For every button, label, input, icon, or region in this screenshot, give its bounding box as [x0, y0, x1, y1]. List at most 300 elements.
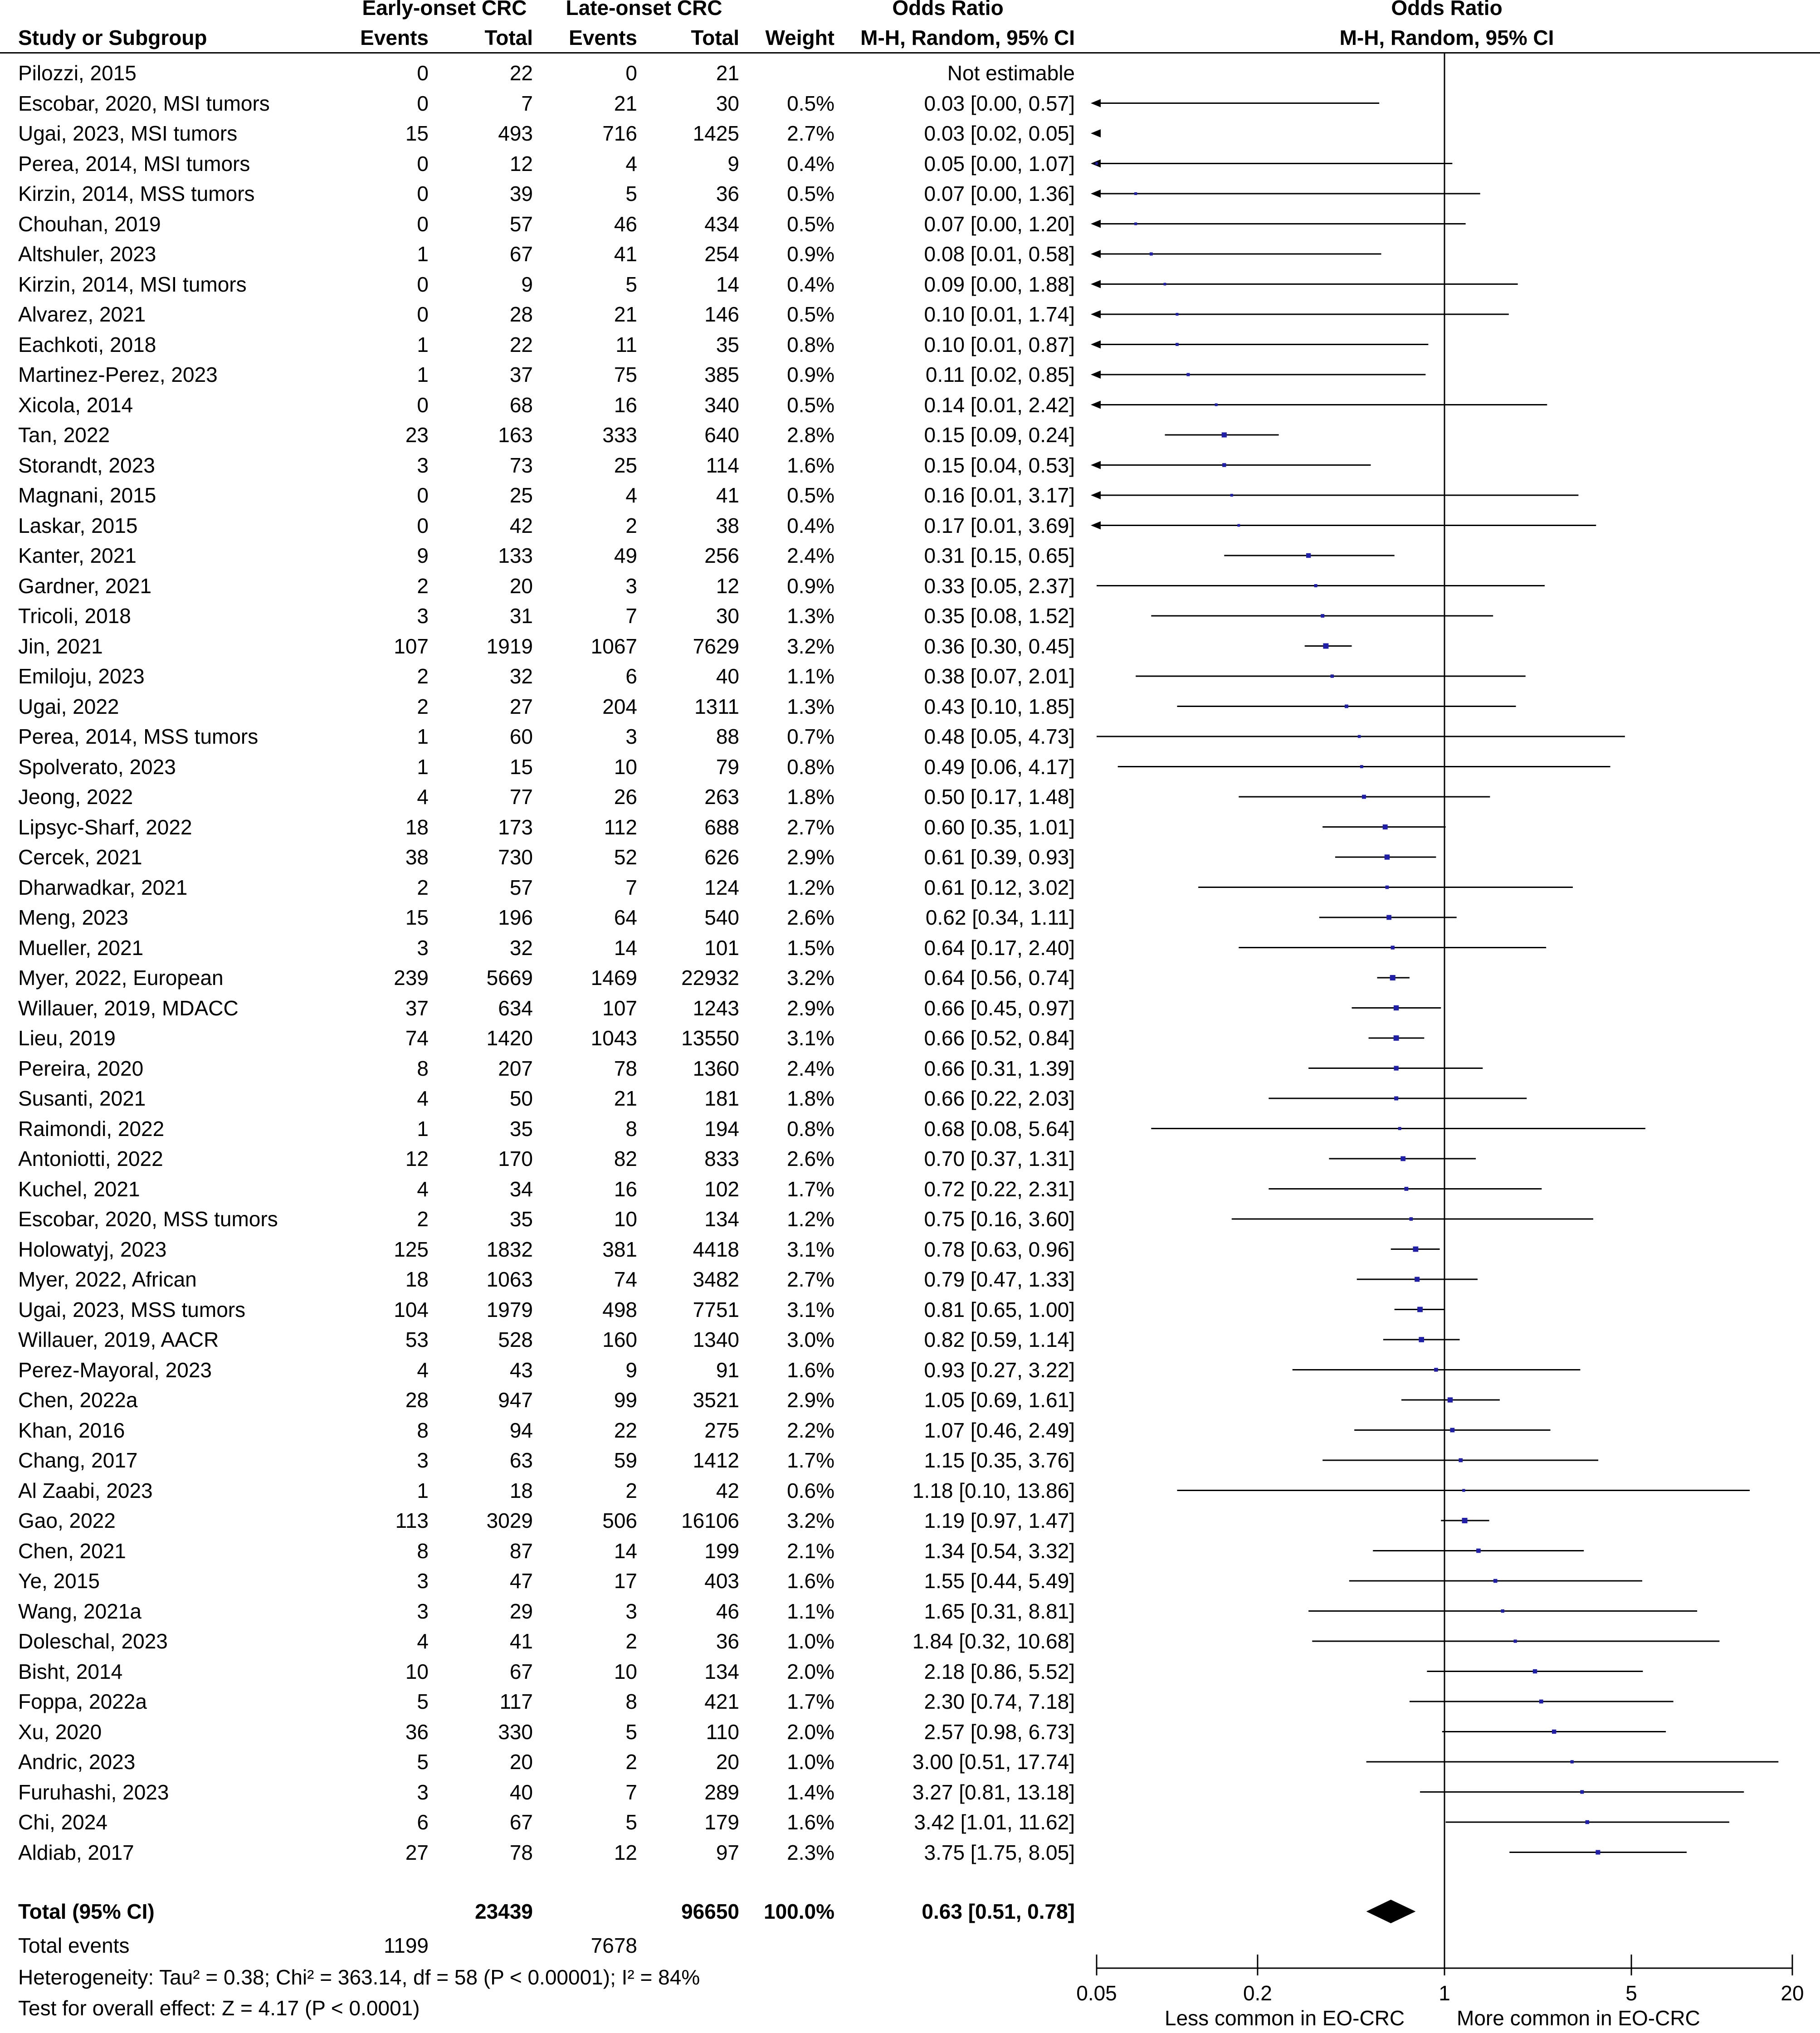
- weight: 2.9%: [787, 1388, 834, 1412]
- events2: 3: [625, 725, 637, 748]
- favours-right-label: More common in EO-CRC: [1457, 2006, 1700, 2030]
- col-study-header: Study or Subgroup: [18, 26, 207, 49]
- events1: 74: [405, 1026, 429, 1050]
- total1: 87: [509, 1539, 533, 1563]
- total2: 146: [704, 302, 739, 326]
- or-ci: 1.34 [0.54, 3.32]: [924, 1539, 1075, 1563]
- or-ci: 1.55 [0.44, 5.49]: [924, 1569, 1075, 1593]
- events1: 6: [417, 1810, 429, 1834]
- events1: 2: [417, 875, 429, 899]
- ci-clip-arrow: [1091, 280, 1101, 288]
- x-tick-label: 20: [1781, 1981, 1804, 2005]
- total-t1: 23439: [475, 1900, 533, 1923]
- weight: 1.6%: [787, 1358, 834, 1382]
- or-ci: 0.61 [0.12, 3.02]: [924, 875, 1075, 899]
- or-ci: 0.11 [0.02, 0.85]: [925, 363, 1075, 386]
- study-marker: [1394, 1066, 1398, 1070]
- events1: 4: [417, 1177, 429, 1201]
- total2: 38: [716, 513, 739, 537]
- or-header: Odds Ratio: [892, 0, 1004, 20]
- events2: 52: [614, 845, 637, 869]
- study-name: Laskar, 2015: [18, 513, 138, 537]
- total2: 289: [704, 1780, 739, 1804]
- total2: 114: [706, 453, 739, 477]
- total1: 196: [498, 906, 533, 929]
- events2: 381: [602, 1237, 637, 1261]
- events2: 9: [625, 1358, 637, 1382]
- events1: 15: [405, 906, 429, 929]
- total1: 5669: [486, 966, 533, 990]
- events1: 0: [417, 182, 429, 205]
- ci-clip-arrow: [1091, 341, 1101, 349]
- events1: 1: [417, 242, 429, 266]
- weight: 2.0%: [787, 1659, 834, 1683]
- events1: 113: [395, 1509, 429, 1532]
- or-ci: 0.66 [0.45, 0.97]: [924, 996, 1075, 1020]
- total1: 40: [509, 1780, 533, 1804]
- study-name: Magnani, 2015: [18, 483, 156, 507]
- ci-clip-arrow: [1091, 220, 1101, 228]
- events2: 112: [604, 815, 637, 839]
- study-name: Wang, 2021a: [18, 1599, 142, 1623]
- total1: 22: [509, 61, 533, 85]
- total2: 688: [704, 815, 739, 839]
- ci-clip-arrow: [1091, 250, 1101, 258]
- study-marker: [1580, 1790, 1584, 1794]
- or-ci: 0.43 [0.10, 1.85]: [924, 694, 1075, 718]
- events1: 125: [394, 1237, 429, 1261]
- total1: 173: [498, 815, 533, 839]
- events1: 9: [417, 544, 429, 567]
- events1: 107: [394, 634, 429, 658]
- total1: 20: [509, 1750, 533, 1774]
- weight: 2.4%: [787, 1056, 834, 1080]
- or-ci: 0.64 [0.56, 0.74]: [924, 966, 1075, 990]
- study-marker: [1459, 1458, 1463, 1463]
- events2: 11: [615, 332, 637, 356]
- total1: 1919: [486, 634, 533, 658]
- total1: 34: [509, 1177, 533, 1201]
- study-marker: [1237, 524, 1240, 527]
- total2: 434: [704, 212, 739, 236]
- total1: 67: [509, 1659, 533, 1683]
- total-events-label: Total events: [18, 1934, 130, 1957]
- study-name: Ugai, 2023, MSI tumors: [18, 122, 238, 145]
- total1: 27: [509, 694, 533, 718]
- study-name: Xu, 2020: [18, 1720, 102, 1744]
- events1: 2: [417, 574, 429, 598]
- weight: 0.4%: [787, 513, 834, 537]
- study-name: Willauer, 2019, MDACC: [18, 996, 239, 1020]
- total2: 263: [704, 785, 739, 809]
- study-name: Xicola, 2014: [18, 393, 133, 417]
- study-name: Altshuler, 2023: [18, 242, 156, 266]
- events1: 8: [417, 1056, 429, 1080]
- study-name: Ugai, 2023, MSS tumors: [18, 1297, 246, 1321]
- events2: 4: [625, 483, 637, 507]
- total2: 1340: [693, 1328, 739, 1351]
- study-name: Chang, 2017: [18, 1448, 138, 1472]
- weight: 2.1%: [787, 1539, 834, 1563]
- total1: 35: [509, 1207, 533, 1231]
- total1: 18: [509, 1478, 533, 1502]
- total1: 25: [509, 483, 533, 507]
- total2: 36: [716, 1629, 739, 1653]
- events2: 75: [614, 363, 637, 386]
- or-ci: 3.42 [1.01, 11.62]: [914, 1810, 1075, 1834]
- total2: 101: [704, 936, 739, 960]
- events2: 14: [614, 936, 637, 960]
- study-marker: [1410, 1217, 1413, 1221]
- total2: 540: [704, 906, 739, 929]
- events1: 1: [417, 332, 429, 356]
- or-ci: 0.07 [0.00, 1.20]: [924, 212, 1075, 236]
- or-ci: 0.68 [0.08, 5.64]: [924, 1116, 1075, 1141]
- total1: 3029: [486, 1509, 533, 1532]
- study-name: Bisht, 2014: [18, 1659, 123, 1683]
- study-marker: [1586, 1820, 1590, 1824]
- total1: 47: [509, 1569, 533, 1593]
- events2: 0: [625, 61, 637, 85]
- weight: 0.5%: [787, 212, 834, 236]
- x-tick-label: 1: [1439, 1981, 1450, 2005]
- study-marker: [1222, 432, 1227, 437]
- study-marker: [1134, 222, 1137, 225]
- study-name: Emiloju, 2023: [18, 664, 145, 688]
- or-ci: 0.72 [0.22, 2.31]: [924, 1177, 1075, 1201]
- group1-header: Early-onset CRC: [362, 0, 527, 20]
- weight: 1.0%: [787, 1750, 834, 1774]
- events1: 2: [417, 1207, 429, 1231]
- or-ci: 0.15 [0.04, 0.53]: [924, 453, 1075, 477]
- weight: 0.4%: [787, 272, 834, 296]
- weight: 1.1%: [787, 1599, 834, 1623]
- or-ci: 0.49 [0.06, 4.17]: [924, 755, 1075, 779]
- study-marker: [1362, 795, 1366, 799]
- weight: 0.8%: [787, 1116, 834, 1141]
- total2: 3521: [693, 1388, 739, 1412]
- total2: 626: [704, 845, 739, 869]
- study-marker: [1385, 854, 1390, 859]
- total2: 88: [716, 725, 739, 748]
- or-ci: 2.30 [0.74, 7.18]: [924, 1690, 1075, 1713]
- total2: 35: [716, 332, 739, 356]
- total2: 12: [716, 574, 739, 598]
- weight: 3.2%: [787, 1509, 834, 1532]
- total1: 39: [509, 182, 533, 205]
- or-ci: Not estimable: [947, 61, 1075, 85]
- total2: 30: [716, 91, 739, 115]
- events2: 49: [614, 544, 637, 567]
- or-ci: 0.33 [0.05, 2.37]: [924, 574, 1075, 598]
- total1: 1979: [486, 1297, 533, 1321]
- plot-or-header: Odds Ratio: [1391, 0, 1503, 20]
- total1: 528: [498, 1328, 533, 1351]
- weight: 1.7%: [787, 1177, 834, 1201]
- study-name: Cercek, 2021: [18, 845, 142, 869]
- total1: 50: [509, 1087, 533, 1110]
- total1: 947: [498, 1388, 533, 1412]
- events2: 7: [625, 875, 637, 899]
- total1: 330: [498, 1720, 533, 1744]
- events1: 27: [405, 1840, 429, 1864]
- events2: 2: [625, 1750, 637, 1774]
- weight: 1.8%: [787, 785, 834, 809]
- weight: 1.1%: [787, 664, 834, 688]
- events1: 28: [405, 1388, 429, 1412]
- events2: 107: [602, 996, 637, 1020]
- study-marker: [1596, 1850, 1600, 1854]
- study-name: Chen, 2022a: [18, 1388, 138, 1412]
- study-marker: [1358, 735, 1361, 738]
- study-marker: [1405, 1187, 1409, 1191]
- study-name: Escobar, 2020, MSS tumors: [18, 1207, 278, 1231]
- group2-header: Late-onset CRC: [566, 0, 722, 20]
- or-ci: 0.15 [0.09, 0.24]: [924, 423, 1075, 447]
- events1: 1: [417, 1116, 429, 1141]
- study-name: Aldiab, 2017: [18, 1840, 134, 1864]
- study-name: Lieu, 2019: [18, 1026, 116, 1050]
- weight: 2.7%: [787, 1268, 834, 1291]
- events1: 37: [405, 996, 429, 1020]
- events1: 5: [417, 1690, 429, 1713]
- total2: 22932: [681, 966, 739, 990]
- events2: 5: [625, 272, 637, 296]
- events1: 3: [417, 936, 429, 960]
- weight: 2.9%: [787, 845, 834, 869]
- events2: 10: [614, 1207, 637, 1231]
- weight: 0.8%: [787, 755, 834, 779]
- weight: 1.6%: [787, 1569, 834, 1593]
- study-name: Pilozzi, 2015: [18, 61, 137, 85]
- total2: 42: [716, 1478, 739, 1502]
- study-marker: [1331, 674, 1334, 678]
- events1: 4: [417, 1629, 429, 1653]
- total1: 7: [521, 91, 533, 115]
- or-ci: 1.19 [0.97, 1.47]: [924, 1509, 1075, 1532]
- events2: 1067: [590, 634, 637, 658]
- events1: 3: [417, 604, 429, 628]
- events1: 15: [405, 122, 429, 145]
- events2: 5: [625, 1720, 637, 1744]
- total2: 134: [704, 1207, 739, 1231]
- study-name: Kuchel, 2021: [18, 1177, 140, 1201]
- total2: 30: [716, 604, 739, 628]
- or-ci: 0.78 [0.63, 0.96]: [924, 1237, 1075, 1261]
- total1: 32: [509, 936, 533, 960]
- total2: 102: [704, 1177, 739, 1201]
- total2: 256: [704, 544, 739, 567]
- or-ci: 0.82 [0.59, 1.14]: [924, 1328, 1075, 1351]
- total2: 7751: [693, 1297, 739, 1321]
- weight: 1.3%: [787, 604, 834, 628]
- events1: 3: [417, 1569, 429, 1593]
- events2: 25: [614, 453, 637, 477]
- events2: 204: [602, 694, 637, 718]
- study-marker: [1415, 1277, 1420, 1282]
- total2: 21: [716, 61, 739, 85]
- study-name: Jeong, 2022: [18, 785, 133, 809]
- events1: 1: [417, 755, 429, 779]
- ci-clip-arrow: [1091, 491, 1101, 499]
- study-marker: [1394, 1097, 1398, 1101]
- weight: 0.7%: [787, 725, 834, 748]
- events1: 0: [417, 91, 429, 115]
- events2: 6: [625, 664, 637, 688]
- ci-clip-arrow: [1091, 522, 1101, 530]
- weight: 2.3%: [787, 1840, 834, 1864]
- events1: 12: [405, 1147, 429, 1170]
- total2: 640: [704, 423, 739, 447]
- total1: 207: [498, 1056, 533, 1080]
- or-ci: 0.31 [0.15, 0.65]: [924, 544, 1075, 567]
- study-marker: [1360, 765, 1363, 768]
- study-name: Susanti, 2021: [18, 1087, 146, 1110]
- or-ci: 1.18 [0.10, 13.86]: [912, 1478, 1075, 1502]
- events1: 8: [417, 1418, 429, 1442]
- total2: 3482: [693, 1268, 739, 1291]
- events2: 8: [625, 1690, 637, 1713]
- study-name: Holowatyj, 2023: [18, 1237, 167, 1261]
- events1: 3: [417, 453, 429, 477]
- events2: 17: [614, 1569, 637, 1593]
- total2: 20: [716, 1750, 739, 1774]
- total1: 94: [509, 1418, 533, 1442]
- weight: 3.0%: [787, 1328, 834, 1351]
- weight: 0.5%: [787, 393, 834, 417]
- events2: 716: [602, 122, 637, 145]
- col-method-header: M-H, Random, 95% CI: [860, 26, 1075, 49]
- weight: 0.5%: [787, 483, 834, 507]
- study-name: Kanter, 2021: [18, 544, 137, 567]
- study-marker: [1533, 1669, 1537, 1673]
- study-name: Foppa, 2022a: [18, 1690, 147, 1713]
- ci-clip-arrow: [1091, 461, 1101, 469]
- study-name: Eachkoti, 2018: [18, 332, 156, 356]
- study-marker: [1462, 1518, 1468, 1523]
- events1: 4: [417, 785, 429, 809]
- study-marker: [1222, 463, 1226, 467]
- events1: 4: [417, 1087, 429, 1110]
- or-ci: 3.27 [0.81, 13.18]: [912, 1780, 1075, 1804]
- study-name: Myer, 2022, European: [18, 966, 224, 990]
- study-name: Perez-Mayoral, 2023: [18, 1358, 212, 1382]
- events2: 41: [614, 242, 637, 266]
- or-ci: 0.10 [0.01, 0.87]: [924, 332, 1075, 356]
- or-ci: 0.48 [0.05, 4.73]: [924, 725, 1075, 748]
- total-events-e1: 1199: [384, 1934, 429, 1957]
- study-marker: [1539, 1700, 1543, 1704]
- total2: 194: [704, 1116, 739, 1141]
- total1: 12: [509, 151, 533, 176]
- events1: 2: [417, 694, 429, 718]
- study-marker: [1493, 1579, 1498, 1583]
- study-marker: [1095, 162, 1098, 165]
- or-ci: 0.50 [0.17, 1.48]: [924, 785, 1075, 809]
- study-marker: [1186, 373, 1190, 376]
- events2: 7: [625, 604, 637, 628]
- events1: 3: [417, 1448, 429, 1472]
- events1: 1: [417, 1478, 429, 1502]
- study-marker: [1164, 283, 1166, 286]
- or-ci: 0.75 [0.16, 3.60]: [924, 1207, 1075, 1231]
- x-tick-label: 0.2: [1243, 1981, 1272, 2005]
- events2: 498: [602, 1297, 637, 1321]
- weight: 2.4%: [787, 544, 834, 567]
- col-weight-header: Weight: [765, 26, 834, 49]
- study-marker: [1501, 1609, 1504, 1613]
- total1: 43: [509, 1358, 533, 1382]
- study-marker: [1476, 1549, 1481, 1553]
- total1: 493: [498, 122, 533, 145]
- study-name: Perea, 2014, MSS tumors: [18, 725, 259, 748]
- total2: 833: [704, 1147, 739, 1170]
- weight: 1.2%: [787, 1207, 834, 1231]
- weight: 0.9%: [787, 363, 834, 386]
- or-ci: 0.36 [0.30, 0.45]: [924, 634, 1075, 658]
- total1: 32: [509, 664, 533, 688]
- events1: 0: [417, 393, 429, 417]
- or-ci: 0.08 [0.01, 0.58]: [924, 242, 1075, 266]
- study-marker: [1434, 1368, 1438, 1372]
- or-ci: 0.38 [0.07, 2.01]: [924, 664, 1075, 688]
- pooled-diamond: [1366, 1900, 1416, 1923]
- study-marker: [1398, 1127, 1401, 1130]
- or-ci: 0.81 [0.65, 1.00]: [924, 1297, 1075, 1321]
- weight: 2.7%: [787, 122, 834, 145]
- study-name: Mueller, 2021: [18, 936, 144, 960]
- study-marker: [1314, 584, 1317, 587]
- total1: 37: [509, 363, 533, 386]
- total-weight: 100.0%: [763, 1900, 834, 1923]
- total2: 199: [704, 1539, 739, 1563]
- weight: 3.1%: [787, 1237, 834, 1261]
- events1: 104: [394, 1297, 429, 1321]
- x-tick-label: 5: [1625, 1981, 1637, 2005]
- study-marker: [1150, 253, 1153, 256]
- events2: 74: [614, 1268, 637, 1291]
- events1: 239: [394, 966, 429, 990]
- ci-clip-arrow: [1091, 190, 1101, 198]
- total2: 4418: [693, 1237, 739, 1261]
- plot-method-header: M-H, Random, 95% CI: [1339, 26, 1554, 49]
- events2: 5: [625, 182, 637, 205]
- study-marker: [1448, 1397, 1453, 1402]
- events2: 1469: [590, 966, 637, 990]
- total2: 1425: [693, 122, 739, 145]
- study-name: Pereira, 2020: [18, 1056, 144, 1080]
- study-name: Chi, 2024: [18, 1810, 107, 1834]
- events1: 0: [417, 151, 429, 176]
- events1: 0: [417, 483, 429, 507]
- events2: 99: [614, 1388, 637, 1412]
- or-ci: 0.03 [0.02, 0.05]: [924, 122, 1075, 145]
- total2: 16106: [681, 1509, 739, 1532]
- or-ci: 0.14 [0.01, 2.42]: [924, 393, 1075, 417]
- study-marker: [1417, 1307, 1423, 1312]
- study-marker: [1394, 1005, 1399, 1010]
- weight: 1.4%: [787, 1780, 834, 1804]
- events2: 16: [614, 393, 637, 417]
- total2: 124: [704, 875, 739, 899]
- events2: 22: [614, 1418, 637, 1442]
- total1: 117: [499, 1690, 533, 1713]
- or-ci: 3.75 [1.75, 8.05]: [924, 1840, 1075, 1864]
- total2: 1311: [694, 694, 739, 718]
- total1: 42: [509, 513, 533, 537]
- study-marker: [1552, 1730, 1556, 1734]
- events1: 0: [417, 212, 429, 236]
